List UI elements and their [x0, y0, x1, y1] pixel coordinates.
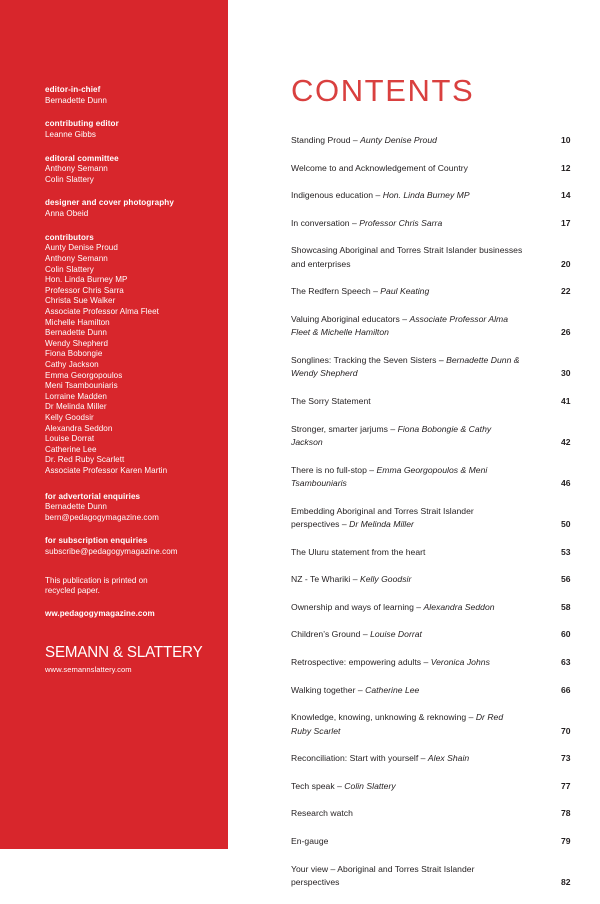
magazine-website-url[interactable]: ww.pedagogymagazine.com	[45, 608, 155, 618]
toc-entry-author: Emma Georgopoulos & Meni Tsambouniaris	[291, 464, 488, 488]
contributor-item: Hon. Linda Burney MP	[45, 275, 128, 285]
credit-block	[45, 118, 210, 140]
toc-entry-title: Research watch	[291, 808, 353, 819]
toc-entry[interactable]	[291, 863, 585, 890]
credit-block	[45, 84, 210, 106]
credit-name: Bernadette Dunn	[45, 95, 107, 105]
toc-entry-title: En-gauge	[291, 835, 329, 846]
toc-entry-page-number: 17	[561, 217, 571, 228]
toc-entry-text	[291, 656, 490, 669]
toc-entry[interactable]	[291, 628, 585, 641]
toc-entry-title: Retrospective: empowering adults –	[291, 656, 431, 667]
credit-heading: contributing editor	[45, 119, 119, 129]
contributor-item: Catherine Lee	[45, 444, 97, 454]
subscription-email[interactable]: subscribe@pedagogymagazine.com	[45, 547, 178, 557]
contributor-item: Meni Tsambouniaris	[45, 381, 118, 391]
masthead-panel	[0, 0, 228, 849]
toc-entry-text	[291, 546, 425, 559]
toc-entry[interactable]	[291, 285, 585, 298]
contributors-list	[45, 243, 210, 476]
contributor-item: Christa Sue Walker	[45, 296, 116, 306]
publisher-website-url[interactable]: www.semannslattery.com	[45, 664, 132, 674]
contributor-item: Emma Georgopoulos	[45, 370, 123, 380]
publisher-logo: SEMANN & SLATTERY	[45, 643, 203, 661]
toc-entry-page-number: 42	[561, 436, 571, 447]
toc-entry-text	[291, 354, 523, 381]
toc-entry-author: Dr Melinda Miller	[349, 518, 414, 529]
toc-entry-text	[291, 505, 523, 532]
toc-entry-author: Associate Professor Alma Fleet & Michelle Hamilton	[291, 313, 509, 338]
toc-entry-author: Veronica Johns	[430, 656, 490, 667]
toc-entry-title: Standing Proud –	[291, 135, 361, 145]
toc-entry-page-number: 70	[561, 725, 571, 736]
toc-entry-page-number: 73	[561, 753, 571, 764]
toc-entry-page-number: 79	[561, 835, 571, 846]
credit-block	[45, 197, 210, 219]
toc-entry-page-number: 60	[561, 629, 571, 640]
toc-entry-text	[291, 189, 470, 202]
toc-entry[interactable]	[291, 464, 585, 491]
toc-entry-author: Kelly Goodsir	[359, 574, 412, 585]
credit-heading: editoral committee	[45, 153, 119, 163]
toc-entry-text	[291, 628, 422, 641]
toc-entry-text	[291, 863, 523, 890]
credit-name: Colin Slattery	[45, 174, 94, 184]
toc-entry-title: Ownership and ways of learning –	[291, 601, 424, 612]
contributor-item: Aunty Denise Proud	[45, 243, 118, 253]
toc-entry[interactable]	[291, 162, 585, 175]
contributor-item: Associate Professor Karen Martin	[45, 465, 168, 475]
toc-entry-text	[291, 217, 442, 230]
contributor-item: Anthony Semann	[45, 254, 108, 264]
toc-entry-title: Stronger, smarter jarjums –	[291, 423, 398, 434]
contributor-item: Wendy Shepherd	[45, 338, 109, 348]
toc-entry-text	[291, 780, 396, 793]
contributor-item: Associate Professor Alma Fleet	[45, 307, 159, 317]
advertorial-heading: for advertorial enquiries	[45, 491, 141, 501]
toc-entry-title: Children’s Ground –	[291, 629, 371, 640]
toc-entry-title: NZ - Te Whariki –	[291, 574, 360, 585]
toc-entry-title: Welcome to and Acknowledgement of Country	[291, 162, 468, 173]
toc-entry-text	[291, 601, 495, 614]
contributors-block	[45, 232, 210, 477]
contents-area	[228, 0, 600, 887]
contributor-item: Colin Slattery	[45, 264, 94, 274]
credit-block	[45, 153, 210, 186]
toc-entry[interactable]	[291, 395, 585, 408]
credit-name: Anna Obeid	[45, 209, 89, 219]
contributor-item: Dr Melinda Miller	[45, 402, 107, 412]
toc-entry-page-number: 82	[561, 876, 571, 887]
toc-entry-title: Indigenous education –	[291, 190, 383, 201]
credits-container	[45, 84, 210, 220]
contributor-item: Louise Dorrat	[45, 434, 95, 444]
toc-entry-title: Your view – Aboriginal and Torres Strait Islander perspectives	[291, 863, 475, 887]
toc-entry-author: Alexandra Seddon	[423, 601, 495, 612]
toc-entry-text	[291, 573, 411, 586]
toc-entry-title: Valuing Aboriginal educators –	[291, 313, 410, 324]
toc-entry-text	[291, 752, 469, 765]
contributor-item: Lorraine Madden	[45, 391, 107, 401]
toc-entry[interactable]	[291, 573, 585, 586]
subscription-heading: for subscription enquiries	[45, 536, 148, 546]
toc-entry-page-number: 53	[561, 546, 571, 557]
toc-entry-page-number: 78	[561, 808, 571, 819]
toc-entry-title: Songlines: Tracking the Seven Sisters	[291, 354, 439, 365]
toc-entry-title: Embedding Aboriginal and Torres Strait Islander perspectives –	[291, 505, 474, 529]
toc-entry-text	[291, 684, 419, 697]
toc-entry-page-number: 30	[561, 368, 571, 379]
toc-entry[interactable]	[291, 835, 585, 848]
toc-entry-title: There is no full-stop –	[291, 464, 377, 475]
contributor-item: Dr. Red Ruby Scarlett	[45, 455, 125, 465]
toc-entry[interactable]	[291, 684, 585, 697]
contributor-item: Alexandra Seddon	[45, 423, 113, 433]
toc-entry-title: The Uluru statement from the heart	[291, 546, 426, 557]
toc-entry-title: Showcasing Aboriginal and Torres Strait Islander businesses and enterprises	[291, 245, 523, 269]
credit-name: Leanne Gibbs	[45, 130, 97, 139]
toc-entry-author: Louise Dorrat	[370, 629, 422, 640]
credit-name: Anthony Semann	[45, 164, 108, 174]
toc-entry[interactable]	[291, 217, 585, 230]
toc-entry[interactable]	[291, 601, 585, 614]
toc-entry[interactable]	[291, 807, 585, 820]
page-title: CONTENTS	[291, 73, 475, 108]
contributor-item: Professor Chris Sarra	[45, 285, 124, 295]
contributor-item: Bernadette Dunn	[45, 328, 107, 338]
toc-entry[interactable]	[291, 244, 585, 271]
contributor-item: Fiona Bobongie	[45, 349, 103, 359]
toc-entry-page-number: 50	[561, 518, 571, 529]
credit-heading: editor-in-chief	[45, 85, 101, 94]
toc-entry-page-number: 77	[561, 780, 571, 791]
toc-entry-page-number: 14	[561, 190, 571, 201]
toc-entry-title: Tech speak –	[291, 780, 345, 791]
toc-entry-text	[291, 285, 429, 298]
toc-entry-text	[291, 134, 437, 147]
subscription-enquiries-block	[45, 535, 210, 557]
advertorial-contact-name: Bernadette Dunn	[45, 502, 107, 512]
contributor-item: Cathy Jackson	[45, 360, 99, 370]
toc-entry-page-number: 66	[561, 684, 571, 695]
toc-entry-page-number: 26	[561, 327, 571, 338]
contributors-heading: contributors	[45, 232, 94, 242]
toc-entry-text	[291, 711, 523, 738]
toc-entry[interactable]	[291, 656, 585, 669]
toc-entry-page-number: 41	[561, 395, 571, 406]
contributor-item: Kelly Goodsir	[45, 412, 94, 422]
toc-entry[interactable]	[291, 134, 585, 147]
toc-entry-author: Dr Red Ruby Scarlet	[291, 712, 504, 736]
toc-entry-title: Reconciliation: Start with yourself –	[291, 753, 428, 764]
toc-entry[interactable]	[291, 752, 585, 765]
toc-entry-text	[291, 464, 523, 491]
toc-entry-text	[291, 807, 353, 820]
toc-entry-page-number: 22	[561, 286, 571, 297]
toc-entry-page-number: 12	[561, 162, 571, 173]
toc-entry-text	[291, 835, 328, 848]
toc-entry-page-number: 46	[561, 477, 571, 488]
toc-entry[interactable]	[291, 546, 585, 559]
toc-entry[interactable]	[291, 313, 585, 340]
toc-entry-author: Hon. Linda Burney MP	[382, 190, 470, 201]
toc-entry-title: In conversation –	[291, 217, 360, 228]
toc-entry-page-number: 10	[561, 135, 571, 145]
toc-entry[interactable]	[291, 423, 585, 450]
print-note-line-2: recycled paper.	[45, 586, 100, 596]
contributor-item: Michelle Hamilton	[45, 317, 110, 327]
toc-entry-text	[291, 395, 371, 408]
toc-entry[interactable]	[291, 189, 585, 202]
advertorial-enquiries-block	[45, 491, 210, 524]
toc-entry-author: Alex Shain	[427, 753, 470, 764]
toc-entry-text	[291, 423, 523, 450]
advertorial-email[interactable]: bern@pedagogymagazine.com	[45, 512, 159, 522]
toc-entry-author: Catherine Lee	[365, 684, 420, 695]
toc-entry-page-number: 63	[561, 656, 571, 667]
toc-entry-text	[291, 162, 468, 175]
print-note-line-1: This publication is printed on	[45, 575, 148, 585]
credit-heading: designer and cover photography	[45, 198, 174, 208]
toc-entry-author: Professor Chris Sarra	[359, 217, 443, 228]
toc-entry-title: The Sorry Statement	[291, 395, 371, 406]
toc-entry-author: Paul Keating	[380, 286, 430, 297]
toc-entry-title: The Redfern Speech –	[291, 286, 381, 297]
toc-entry-title: Knowledge, knowing, unknowing & reknowing –	[291, 712, 476, 723]
toc-entry[interactable]	[291, 711, 585, 738]
toc-entry-text	[291, 313, 523, 340]
toc-entry[interactable]	[291, 354, 585, 381]
toc-entry[interactable]	[291, 505, 585, 532]
toc-entry-author: Aunty Denise Proud	[360, 135, 437, 145]
toc-entry[interactable]	[291, 780, 585, 793]
toc-entry-text	[291, 244, 523, 271]
table-of-contents-list	[291, 134, 585, 904]
toc-entry-author: Colin Slattery	[344, 780, 396, 791]
toc-entry-author: – Bernadette Dunn & Wendy Shepherd	[291, 354, 520, 379]
toc-entry-title: Walking together –	[291, 684, 366, 695]
toc-entry-page-number: 58	[561, 601, 571, 612]
toc-entry-page-number: 56	[561, 574, 571, 585]
toc-entry-author: Fiona Bobongie & Cathy Jackson	[291, 423, 492, 447]
print-note	[45, 576, 210, 597]
toc-entry-page-number: 20	[561, 258, 571, 269]
